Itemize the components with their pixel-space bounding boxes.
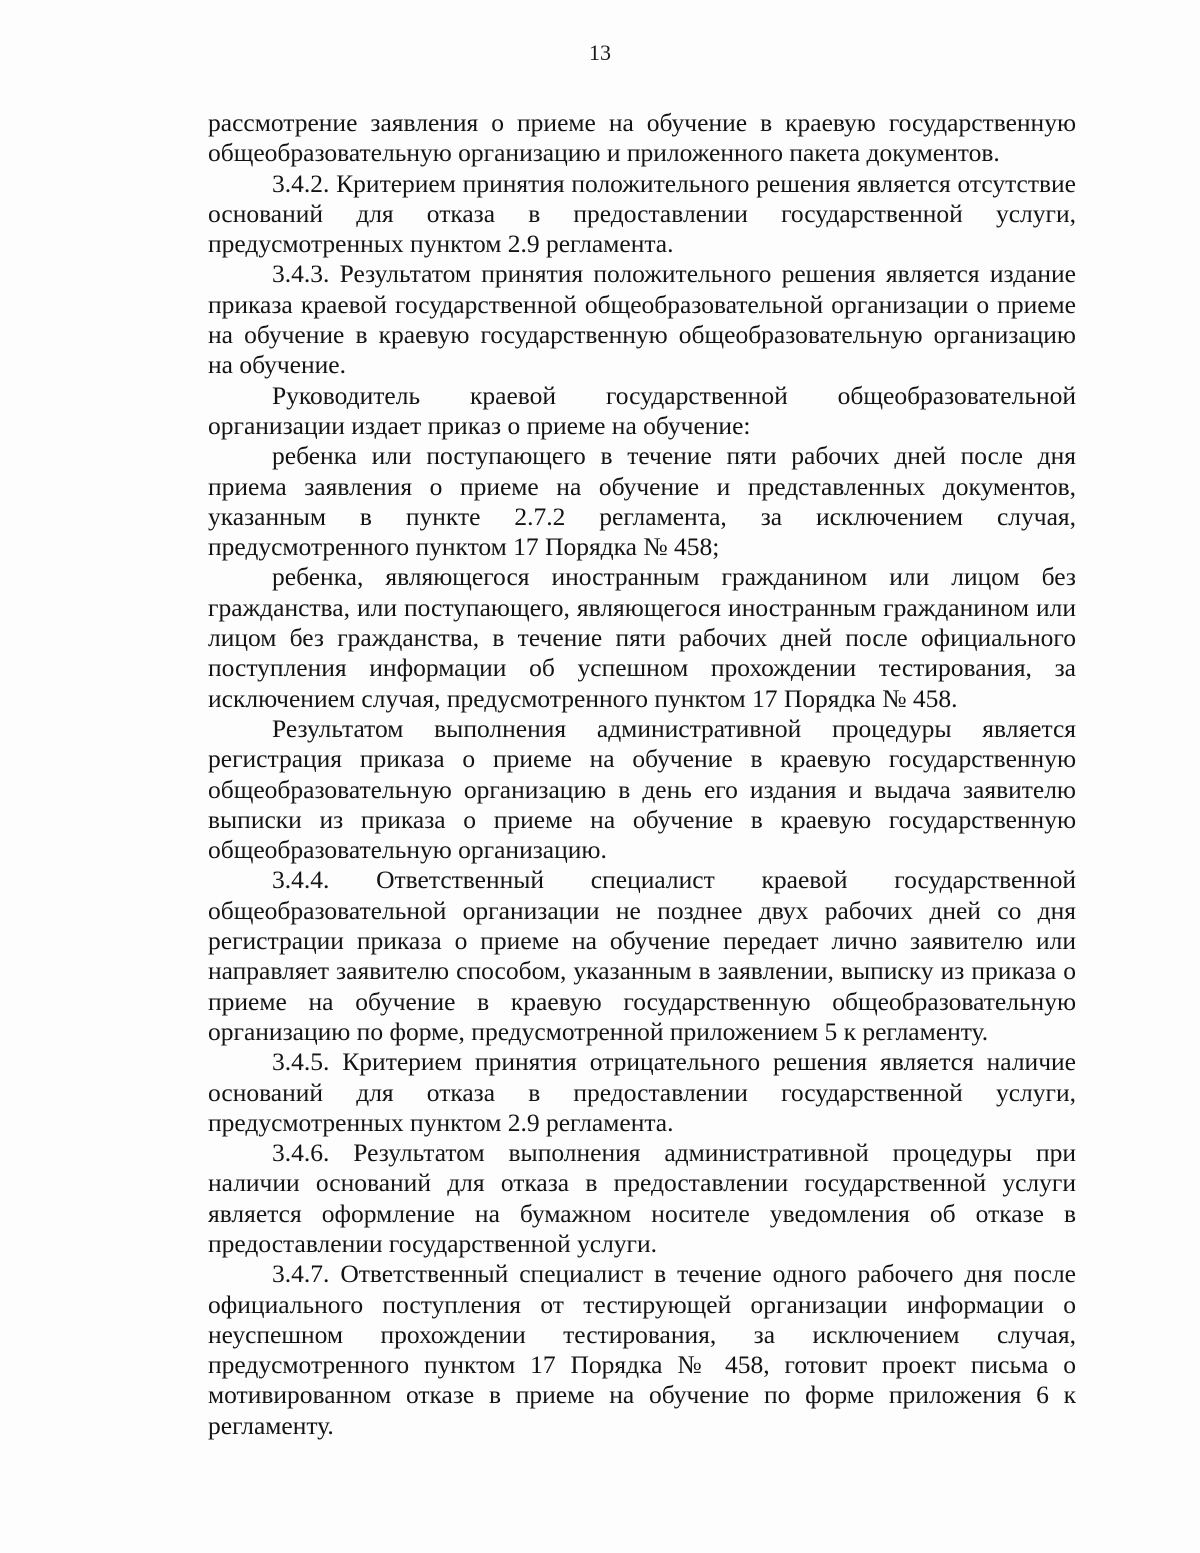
- document-body: [208, 108, 1076, 1441]
- paragraph-continuation: рассмотрение заявления о приеме на обучение в краевую государственную общеобразовательную организацию и приложенного пакета документов.: [208, 108, 1076, 168]
- paragraph-3-4-7: 3.4.7. Ответственный специалист в течение одного рабочего дня после официального поступления от тестирующей организации информации о неуспешном прохождении тестирования, за исключением случая, предусмотренного пунктом 17 Порядка № 458, готовит проект письма о мотивированном отказе в приеме на обучение по форме приложения 6 к регламенту.: [208, 1259, 1076, 1440]
- paragraph-3-4-4: 3.4.4. Ответственный специалист краевой государственной общеобразовательной организации не позднее двух рабочих дней со дня регистрации приказа о приеме на обучение передает лично заявителю или направляет заявителю способом, указанным в заявлении, выписку из приказа о приеме на обучение в краевую государственную общеобразовательную организацию по форме, предусмотренной приложением 5 к регламенту.: [208, 865, 1076, 1046]
- paragraph-head-order: Руководитель краевой государственной общеобразовательной организации издает приказ о приеме на обучение:: [208, 380, 1076, 440]
- page-number: 13: [589, 40, 611, 65]
- paragraph-3-4-5: 3.4.5. Критерием принятия отрицательного решения является наличие оснований для отказа в предоставлении государственной услуги, предусмотренных пунктом 2.9 регламента.: [208, 1047, 1076, 1137]
- paragraph-child-admission: ребенка или поступающего в течение пяти рабочих дней после дня приема заявления о приеме на обучение и представленных документов, указанным в пункте 2.7.2 регламента, за исключением случая, предусмотренного пунктом 17 Порядка № 458;: [208, 441, 1076, 562]
- paragraph-3-4-6: 3.4.6. Результатом выполнения административной процедуры при наличии оснований для отказа в предоставлении государственной услуги является оформление на бумажном носителе уведомления об отказе в предоставлении государственной услуги.: [208, 1138, 1076, 1258]
- paragraph-3-4-3: 3.4.3. Результатом принятия положительного решения является издание приказа краевой государственной общеобразовательной организации о приеме на обучение в краевую государственную общеобразовательную организацию на обучение.: [208, 259, 1076, 380]
- paragraph-3-4-2: 3.4.2. Критерием принятия положительного решения является отсутствие оснований для отказа в предоставлении государственной услуги, предусмотренных пунктом 2.9 регламента.: [208, 168, 1076, 259]
- paragraph-foreign-child: ребенка, являющегося иностранным гражданином или лицом без гражданства, или поступающего, являющегося иностранным гражданином или лицом без гражданства, в течение пяти рабочих дней после официального поступления информации об успешном прохождении тестирования, за исключением случая, предусмотренного пунктом 17 Порядка № 458.: [208, 562, 1076, 713]
- paragraph-procedure-result: Результатом выполнения административной процедуры является регистрация приказа о приеме на обучение в краевую государственную общеобразовательную организацию в день его издания и выдача заявителю выписки из приказа о приеме на обучение в краевую государственную общеобразовательную организацию.: [208, 713, 1076, 865]
